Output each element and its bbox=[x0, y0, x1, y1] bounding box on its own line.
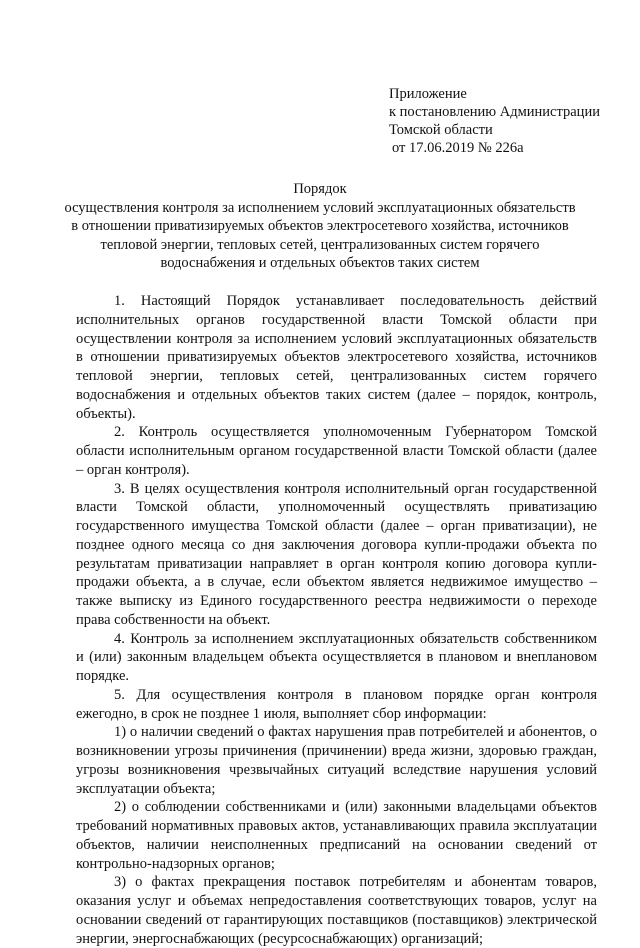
paragraph-3: 3. В целях осуществления контроля исполнительный орган государственной власти Томской области, уполномоченный осуществлять приватизацию государственного имущества Томской области (далее – орган приватизации), не позднее одного месяца со дня заключения договора купли-продажи объекта по результатам приватизации направляет в орган контроля копию договора купли-продажи объекта, а в случае, если объектом является недвижимое имущество – также выписку из Единого государственного реестра недвижимости о переходе права собственности на объект. bbox=[76, 480, 597, 628]
subitem-1: 1) о наличии сведений о фактах нарушения прав потребителей и абонентов, о возникновении угрозы причинения (причинении) вреда жизни, здоровью граждан, угрозы возникновения чрезвычайных ситуаций вследствие нарушения условий эксплуатации объекта; bbox=[76, 724, 597, 797]
subitem-3: 3) о фактах прекращения поставок потребителям и абонентам товаров, оказания услуг и объемах непредоставления соответствующих товаров, услуг на основании сведений от гарантирующих поставщиков (поставщиков) электрической энергии, энергоснабжающих (ресурсоснабжающих) организаций; bbox=[76, 874, 597, 947]
title-heading: Порядок bbox=[293, 181, 347, 197]
annex-decree-line: к постановлению Администрации bbox=[389, 104, 600, 120]
annex-block bbox=[389, 85, 629, 157]
paragraph-2: 2. Контроль осуществляется уполномоченным Губернатором Томской области исполнительным органом государственной власти Томской области (далее – орган контроля). bbox=[76, 424, 597, 478]
subitem-2: 2) о соблюдении собственниками и (или) законными владельцами объектов требований нормативных правовых актов, устанавливающих правила эксплуатации объектов, наличии неисполненных предписаний на основании сведений от контрольно-надзорных органов; bbox=[76, 799, 597, 872]
paragraph-4: 4. Контроль за исполнением эксплуатационных обязательств собственником и (или) законным владельцем объекта осуществляется в плановом и внеплановом порядке. bbox=[76, 630, 597, 684]
title-subtitle: осуществления контроля за исполнением условий эксплуатационных обязательств в отношении приватизируемых объектов электросетевого хозяйства, источников тепловой энергии, тепловых сетей, централизованных систем горячего водоснабжения и отдельных объектов таких систем bbox=[64, 199, 576, 271]
annex-date-number: от 17.06.2019 № 226а bbox=[392, 140, 524, 156]
paragraph-1: 1. Настоящий Порядок устанавливает последовательность действий исполнительных органов государственной власти Томской области при осуществлении контроля за исполнением условий эксплуатационных обязательств в отношении приватизируемых объектов электросетевого хозяйства, источников тепловой энергии, тепловых сетей, централизованных систем горячего водоснабжения и отдельных объектов таких систем (далее – порядок, контроль, объекты). bbox=[76, 293, 597, 422]
paragraph-5: 5. Для осуществления контроля в плановом порядке орган контроля ежегодно, в срок не позднее 1 июля, выполняет сбор информации: bbox=[76, 686, 597, 722]
annex-label: Приложение bbox=[389, 86, 467, 102]
document-title bbox=[60, 180, 580, 273]
document-body bbox=[76, 292, 597, 948]
annex-region-line: Томской области bbox=[389, 122, 493, 138]
